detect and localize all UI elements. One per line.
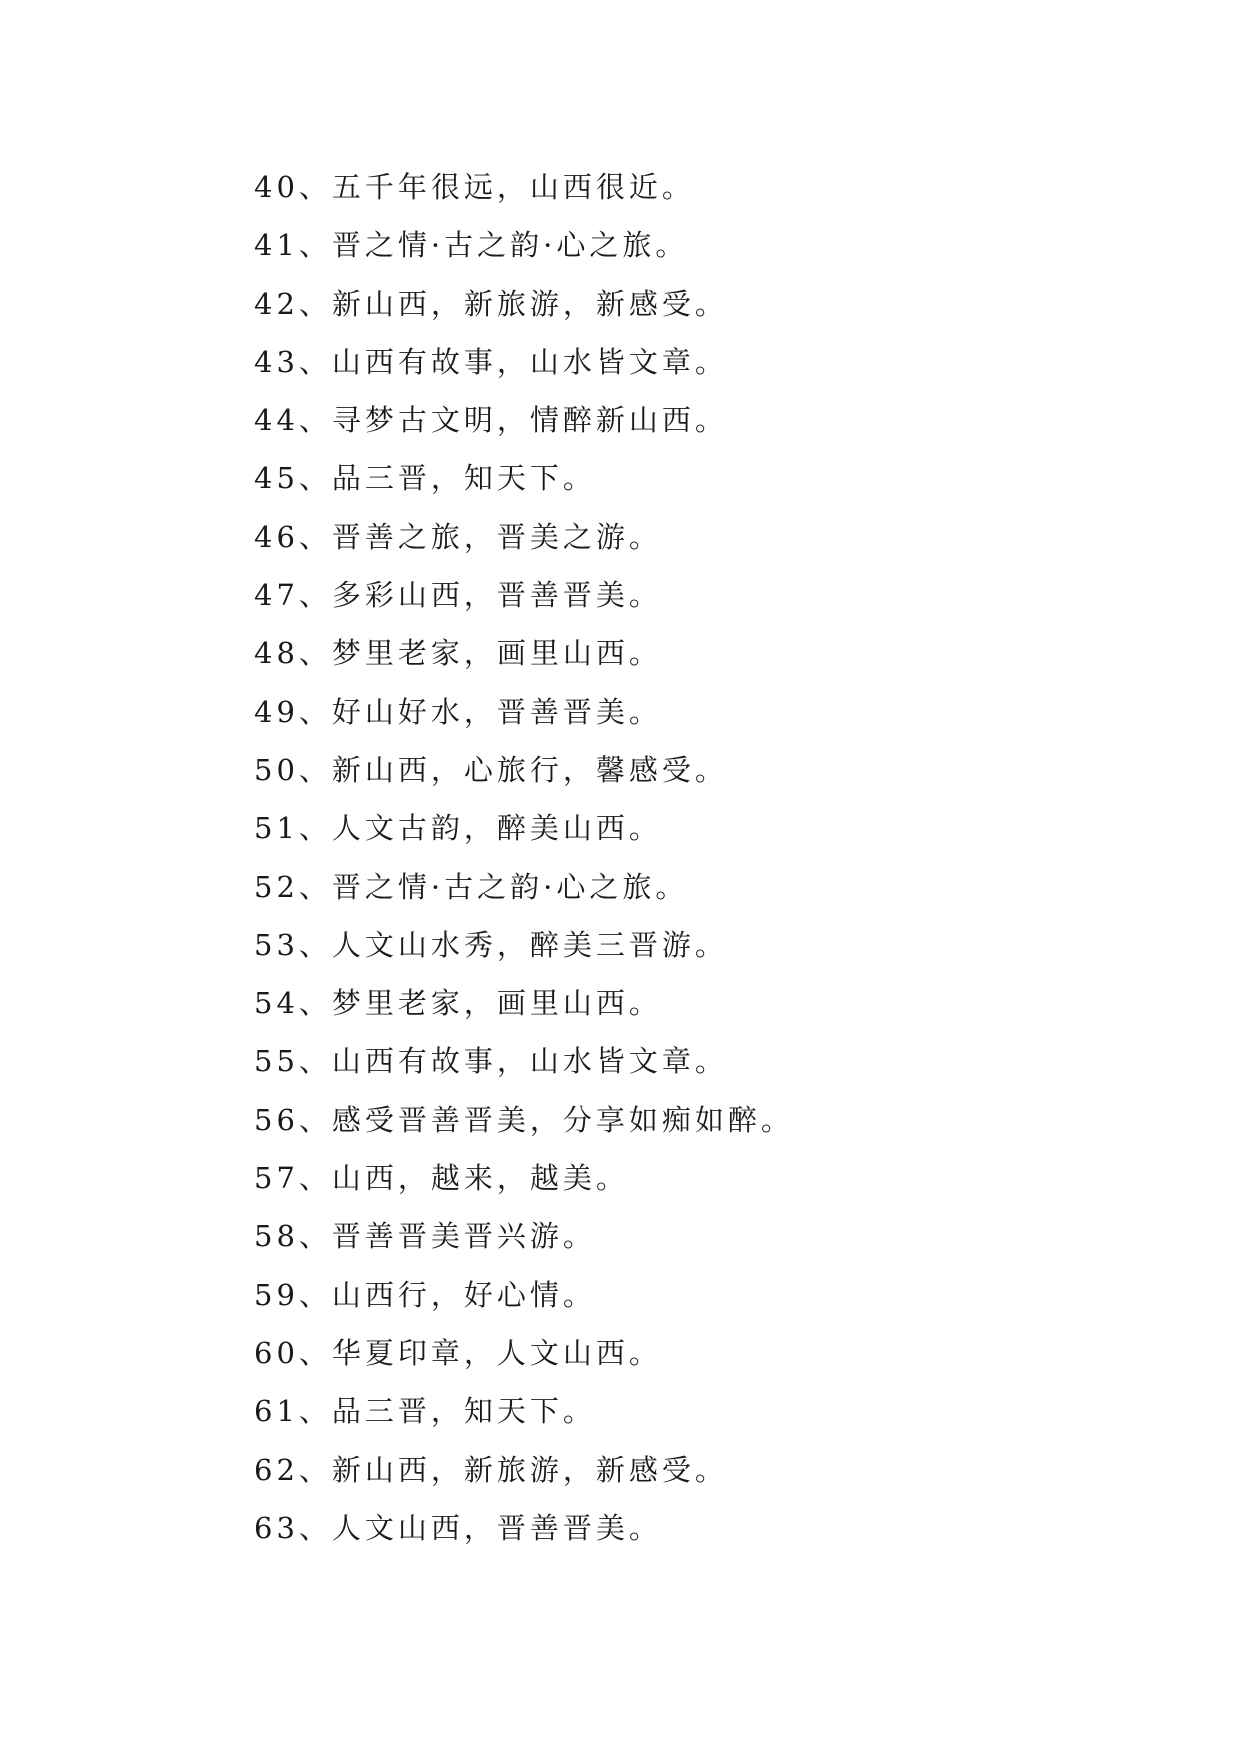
list-item: 52、晋之情·古之韵·心之旅。: [254, 869, 689, 904]
list-item: 62、新山西，新旅游，新感受。: [254, 1452, 728, 1487]
list-item: 58、晋善晋美晋兴游。: [254, 1219, 596, 1254]
list-item: 50、新山西，心旅行，馨感受。: [254, 752, 728, 787]
list-item: 56、感受晋善晋美，分享如痴如醉。: [254, 1102, 794, 1137]
list-item: 46、晋善之旅，晋美之游。: [254, 519, 662, 554]
list-item: 60、华夏印章，人文山西。: [254, 1335, 662, 1370]
list-item: 43、山西有故事，山水皆文章。: [254, 344, 728, 379]
list-item: 51、人文古韵，醉美山西。: [254, 811, 662, 846]
list-item: 63、人文山西，晋善晋美。: [254, 1510, 662, 1545]
list-item: 61、品三晋，知天下。: [254, 1394, 596, 1429]
list-item: 57、山西，越来，越美。: [254, 1161, 629, 1196]
list-item: 42、新山西，新旅游，新感受。: [254, 286, 728, 321]
list-item: 48、梦里老家，画里山西。: [254, 636, 662, 671]
list-item: 45、品三晋，知天下。: [254, 461, 596, 496]
list-item: 40、五千年很远，山西很近。: [254, 170, 695, 204]
list-item: 59、山西行，好心情。: [254, 1277, 596, 1312]
list-item: 54、梦里老家，画里山西。: [254, 986, 662, 1021]
list-item: 49、好山好水，晋善晋美。: [254, 694, 662, 729]
slogan-list: [254, 158, 794, 1557]
list-item: 47、多彩山西，晋善晋美。: [254, 578, 662, 613]
list-item: 41、晋之情·古之韵·心之旅。: [254, 228, 689, 263]
list-item: 55、山西有故事，山水皆文章。: [254, 1044, 728, 1079]
list-item: 53、人文山水秀，醉美三晋游。: [254, 927, 728, 962]
list-item: 44、寻梦古文明，情醉新山西。: [254, 403, 728, 438]
